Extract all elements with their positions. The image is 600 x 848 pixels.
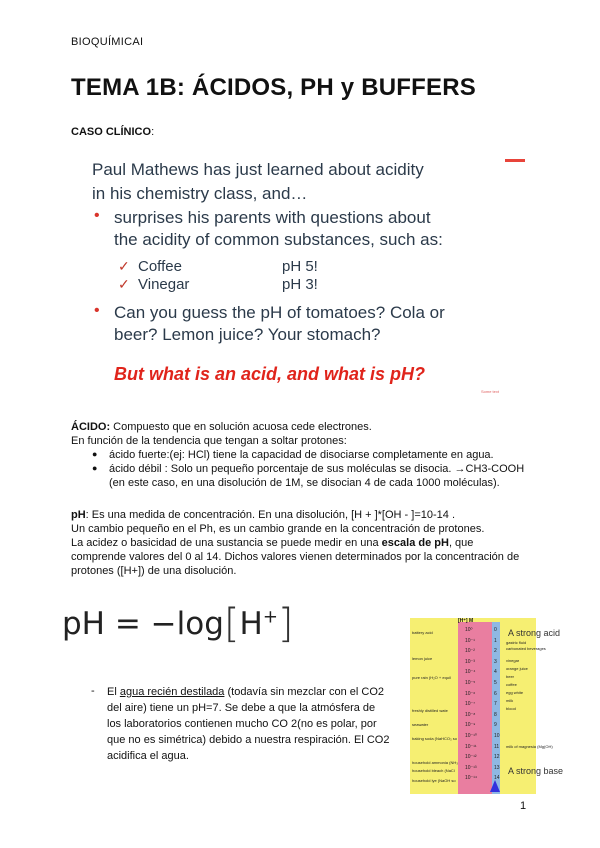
substance-label: battery acid [412,630,433,635]
ph-tick: 2 [494,648,497,655]
slide-line: beer? Lemon juice? Your stomach? [114,325,381,344]
bullet-icon: • [94,302,100,319]
page-title: TEMA 1B: ÁCIDOS, PH y BUFFERS [71,74,476,101]
strong-acid-item: ácido fuerte:(ej: HCl) tiene la capacidad de disociarse completamente en agua. [109,449,494,461]
slide-line: Can you guess the pH of tomatoes? Cola or [114,303,445,322]
substance-label: lemon juice [412,656,433,661]
slide-line: the acidity of common substances, such as: [114,230,443,249]
ph-tick: 4 [494,669,497,676]
substance-label: orange juice [506,666,528,671]
substance-ph: pH 3! [282,276,318,293]
ph-text [71,536,473,550]
slide-line: Paul Mathews has just learned about acidity [92,160,424,179]
slide-line: surprises his parents with questions about [114,208,431,227]
ph-tick: 9 [494,722,497,729]
weak-acid-item: ácido débil : Solo un pequeño porcentaje de sus moléculas se disocia. →CH3-COOH [109,463,525,475]
concentration-tick: 10⁻¹ [465,637,475,644]
checkmark-icon: ✓ [118,276,130,292]
ph-tick: 13 [494,764,500,771]
strong-acid-label: A strong acid [508,628,561,638]
substance-label: carbonated beverages [506,646,546,651]
ph-tick: 6 [494,690,497,697]
concentration-tick: 10⁻¹⁴ [465,775,478,782]
page-number: 1 [520,800,527,812]
acid-intro: En función de la tendencia que tengan a soltar protones: [71,435,347,447]
ph-text: comprende valores del 0 al 14. Dichos valores vienen determinados por la concentración de [71,551,520,563]
water-text: del aire) tiene un pH=7. Se debe a que la atmósfera de [107,702,376,714]
ph-formula [62,598,294,647]
right-bracket: ] [277,601,294,647]
water-text: que no es simétrica) debido a nuestra respiración. El CO2 [107,734,390,746]
concentration-tick: 10⁻⁴ [465,669,476,676]
ph-text: : Es una medida de concentración. En una disolución, [H + ]*[OH - ]=10-14 . [85,509,455,521]
ph-tick: 7 [494,701,497,708]
acid-label: ÁCIDO: [71,421,111,433]
ph-tick: 11 [494,743,500,750]
substance-label: milk [506,698,514,703]
substance-label: milk of magnesia (Mg(OH) [506,744,553,749]
concentration-tick: 10⁻¹³ [465,764,477,771]
arrow-up-icon [490,780,500,792]
formula-lhs: pH = −log [62,606,224,642]
ph-text: protones ([H+]) de una disolución. [71,565,237,577]
ph-tick: 1 [494,637,497,644]
substance-label: egg white [506,690,524,695]
substance-label: coffee [506,682,517,687]
formula-charge: + [262,606,278,628]
bullet-icon: ● [92,449,98,459]
substance-label: pure rain (H₂O + equil [412,675,451,680]
formula-ion: H [239,606,263,642]
concentration-tick: 10⁻¹² [465,754,477,761]
ph-tick: 3 [494,658,497,665]
slide-question: But what is an acid, and what is pH? [114,364,426,384]
concentration-tick: 10⁻⁶ [465,690,476,697]
water-text [107,684,384,700]
concentration-tick: 10⁻⁸ [465,711,476,718]
ph-text-c: , que [448,537,474,549]
concentration-tick: 10⁻³ [465,658,475,665]
substance-label: freshly distilled wate [412,708,448,713]
concentration-tick: 10⁻¹⁰ [465,733,477,739]
water-text-a: El [107,686,120,698]
strong-base-label: A strong base [508,766,564,776]
substance-label: household lye (NaOH so [412,778,456,783]
slide-accent-bar [505,159,525,162]
ph-text-a: La acidez o basicidad de una sustancia se puede medir en una [71,537,382,549]
water-text: los laboratorios contienen mucho CO 2(no es polar, por [107,718,377,730]
weak-acid-detail: (en este caso, en una disolución de 1M, se disocian 4 de cada 1000 moléculas). [109,477,500,489]
substance-ph: pH 5! [282,258,318,275]
concentration-tick: 10⁻⁹ [465,722,476,729]
substance-label: household bleach (NaCl [412,768,455,773]
bullet-icon: ● [92,463,98,473]
substance-label: seawater [412,722,429,727]
substance-label: blood [506,706,516,711]
ph-tick: 0 [494,627,497,633]
bullet-icon: • [94,207,100,224]
concentration-tick: 10⁻⁷ [465,701,476,708]
left-bracket: [ [223,601,240,647]
ph-scale-figure [410,618,564,794]
concentration-tick: 10⁻¹¹ [465,743,477,750]
substance-label: beer [506,674,515,679]
checkmark-icon: ✓ [118,258,130,274]
distilled-water-term: agua recién destilada [119,686,225,698]
ph-text: Un cambio pequeño en el Ph, es un cambio grande en la concentración de protones. [71,523,485,535]
concentration-tick: 10⁻² [465,648,475,655]
scale-header: [H⁺] M [458,618,474,624]
substance-name: Vinegar [138,276,190,293]
substance-label: gastric fluid [506,640,527,645]
ph-tick: 14 [494,775,500,782]
slide-credit: Some text [481,389,500,394]
acid-definition [71,420,372,434]
case-colon: : [151,126,155,138]
ph-scale-term: escala de pH [381,537,449,549]
slide-line: in his chemistry class, and… [92,184,308,203]
concentration-tick: 10⁰ [465,627,473,633]
acid-def-text: Compuesto que en solución acuosa cede electrones. [110,421,372,433]
ph-definition [71,508,455,522]
concentration-tick: 10⁻⁵ [465,680,476,686]
ph-label: pH [71,509,86,521]
substance-name: Coffee [138,258,182,275]
water-text: acidifica el agua. [107,750,189,762]
list-dash: - [91,685,95,697]
case-heading [71,126,154,138]
running-header: BIOQUÍMICAI [71,36,144,48]
ph-tick: 5 [494,680,497,686]
substance-label: household ammonia (NH₃ [412,760,458,765]
substance-label: vinegar [506,658,520,663]
clinical-case-slide [86,152,530,402]
substance-label: baking soda (NaHCO₃ so [412,736,457,741]
ph-tick: 10 [494,733,500,739]
ph-tick: 12 [494,754,500,761]
case-label: CASO CLÍNICO [71,126,152,138]
water-text-c: (todavía sin mezclar con el CO2 [224,686,384,698]
ph-tick: 8 [494,711,497,718]
